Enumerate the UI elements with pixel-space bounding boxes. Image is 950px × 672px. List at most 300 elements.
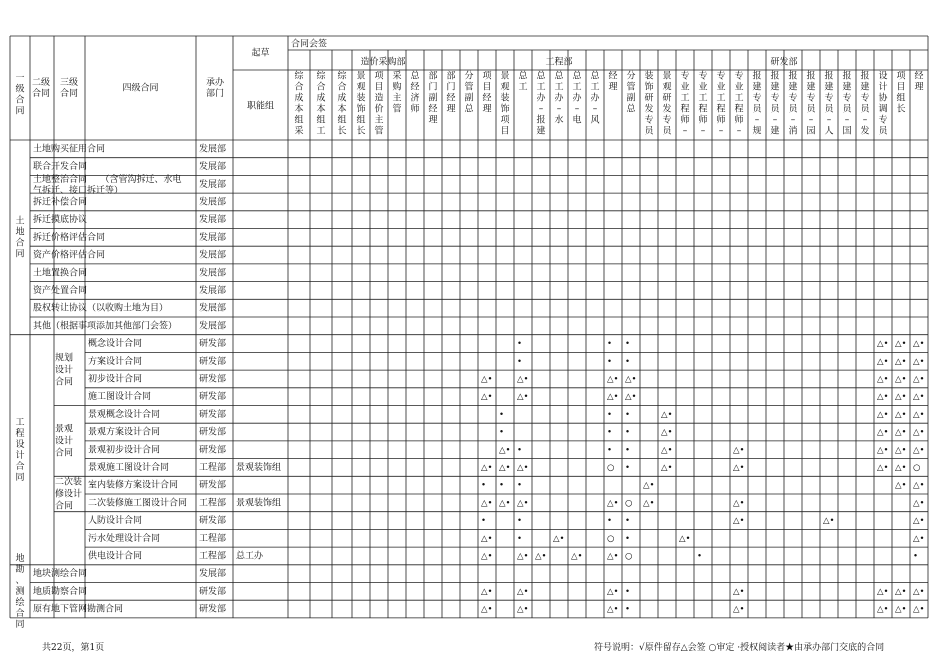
column-header-24: 师 — [734, 115, 744, 126]
contract-name: 景观初步设计合同 — [88, 445, 161, 456]
signoff-mark-c32: △• — [877, 604, 889, 615]
signoff-mark-c32: △• — [877, 586, 889, 597]
column-header-9: 管 — [464, 82, 474, 93]
column-header-21: 专 — [680, 71, 690, 82]
signoff-mark-c17: △• — [607, 392, 619, 403]
header-level4: 四级合同 — [122, 83, 159, 94]
column-header-7: 副 — [428, 93, 438, 104]
level1-label-2: 合 — [15, 608, 25, 619]
column-header-19: 专 — [644, 115, 654, 126]
contract-name: 概念设计合同 — [88, 339, 143, 350]
header-level2: 合同 — [32, 89, 51, 99]
signoff-mark-c18: • — [625, 409, 631, 420]
column-header-20: 观 — [662, 82, 672, 93]
symbol-legend: 符号说明：√原件留存△会签 ○审定 ·授权阅读者★由承办部门交底的合同 — [594, 643, 885, 653]
column-header-31: 专 — [860, 93, 870, 104]
signoff-mark-c19: △• — [643, 480, 655, 491]
column-header-25: – — [754, 115, 760, 126]
column-header-0: 综 — [294, 71, 304, 82]
column-header-32: 计 — [878, 82, 888, 93]
column-header-19: 发 — [644, 104, 654, 115]
contract-dept: 发展部 — [199, 162, 227, 173]
signoff-mark-c18: • — [625, 339, 631, 350]
column-header-31: 报 — [860, 71, 870, 82]
column-header-19: 员 — [644, 126, 654, 137]
column-header-4: 目 — [374, 82, 384, 93]
column-header-29: 员 — [824, 104, 834, 115]
column-header-8: 经 — [446, 93, 456, 104]
column-header-14: 水 — [554, 115, 564, 126]
contract-func-group: 总工办 — [236, 551, 264, 562]
signoff-mark-c17: △• — [607, 586, 619, 597]
column-header-11: 景 — [500, 71, 510, 82]
contract-name: 施工图设计合同 — [88, 392, 152, 403]
signoff-mark-c20: △• — [661, 427, 673, 438]
column-header-10: 理 — [482, 104, 492, 115]
contract-name: 原有地下管网勘测合同 — [33, 604, 124, 615]
signoff-mark-c12: △• — [517, 374, 529, 385]
signoff-mark-c33: △• — [895, 480, 907, 491]
column-header-11: 观 — [500, 82, 510, 93]
level1-label-2: 地 — [15, 553, 25, 564]
header-group-2: 研发部 — [770, 57, 798, 68]
column-header-6: 总 — [410, 71, 420, 82]
signoff-mark-c24: △• — [733, 445, 745, 456]
level1-label-2: 绘 — [15, 597, 25, 608]
header-level3: 合同 — [60, 89, 79, 99]
signoff-mark-c10: △• — [481, 533, 493, 544]
column-header-15: 工 — [572, 82, 582, 93]
column-header-17: 经 — [608, 71, 618, 82]
signoff-mark-c34: • — [913, 551, 919, 562]
column-header-29: 人 — [824, 126, 834, 137]
column-header-31: 员 — [860, 104, 870, 115]
column-header-25: 规 — [752, 126, 762, 137]
signoff-mark-c18: • — [625, 533, 631, 544]
signoff-mark-c33: △• — [895, 374, 907, 385]
column-header-14: – — [556, 104, 562, 115]
column-header-9: 总 — [464, 104, 474, 115]
column-header-11: 装 — [500, 93, 510, 104]
column-header-27: 报 — [788, 71, 798, 82]
contract-dept: 发展部 — [199, 569, 227, 580]
signoff-mark-c12: △• — [517, 498, 529, 509]
column-header-2: 成 — [337, 93, 347, 104]
column-header-6: 济 — [410, 93, 420, 104]
signoff-mark-c18: △• — [625, 392, 637, 403]
signoff-mark-c17: △• — [607, 604, 619, 615]
contract-dept: 发展部 — [199, 215, 227, 226]
signoff-mark-c34: △• — [913, 516, 925, 527]
contract-dept: 研发部 — [199, 409, 227, 420]
contract-name: 污水处理设计合同 — [88, 533, 161, 544]
column-header-1: 本 — [316, 104, 326, 115]
column-header-30: 专 — [842, 93, 852, 104]
signoff-mark-c12: • — [517, 516, 523, 527]
contract-name: 拆迁价格评估合同 — [33, 232, 106, 243]
signoff-mark-c32: △• — [877, 427, 889, 438]
signoff-mark-c12: • — [517, 445, 523, 456]
contract-name: 股权转让协议（以收购土地为目） — [33, 303, 169, 314]
column-header-16: 办 — [590, 93, 600, 104]
contract-name: 土地整治合同 （含管沟拆迁、水电 — [33, 174, 182, 185]
contract-name: 拆迁摸底协议 — [33, 215, 88, 226]
column-header-1: 组 — [316, 115, 326, 126]
signoff-mark-c17: △• — [607, 374, 619, 385]
column-header-7: 经 — [428, 104, 438, 115]
contract-dept: 研发部 — [199, 445, 227, 456]
header-level3: 三级 — [60, 78, 79, 88]
column-header-18: 管 — [626, 82, 636, 93]
signoff-mark-c32: △• — [877, 356, 889, 367]
signoff-mark-c11: △• — [499, 445, 511, 456]
column-header-24: 业 — [734, 82, 744, 93]
signoff-mark-c33: △• — [895, 409, 907, 420]
signoff-mark-c34: ○ — [913, 462, 921, 473]
level2-label-0: 规划 — [55, 353, 74, 364]
signoff-mark-c10: △• — [481, 374, 493, 385]
column-header-31: 建 — [860, 82, 870, 93]
column-header-27: 消 — [788, 126, 798, 137]
signoff-mark-c18: • — [625, 516, 631, 527]
contract-func-group: 景观装饰组 — [236, 462, 282, 473]
column-header-2: 合 — [337, 82, 347, 93]
column-header-27: 专 — [788, 93, 798, 104]
column-header-10: 项 — [482, 71, 492, 82]
column-header-4: 主 — [374, 115, 384, 126]
column-header-3: 观 — [356, 82, 366, 93]
column-header-1: 成 — [316, 93, 326, 104]
contract-name: 供电设计合同 — [88, 551, 143, 562]
column-header-14: 总 — [554, 71, 564, 82]
column-header-11: 饰 — [500, 104, 510, 115]
column-header-2: 长 — [337, 126, 347, 137]
signoff-mark-c33: △• — [895, 339, 907, 350]
level1-label-1: 程 — [15, 428, 25, 439]
column-header-13: 总 — [536, 71, 546, 82]
contract-dept: 发展部 — [199, 285, 227, 296]
level2-label-0: 设计 — [55, 365, 74, 376]
column-header-22: – — [700, 126, 706, 137]
column-header-32: 员 — [878, 126, 888, 137]
signoff-mark-c34: △• — [913, 427, 925, 438]
column-header-5: 采 — [392, 71, 402, 82]
column-header-32: 专 — [878, 115, 888, 126]
signoff-mark-c32: △• — [877, 374, 889, 385]
column-header-13: 报 — [536, 115, 546, 126]
signoff-mark-c11: △• — [499, 462, 511, 473]
signoff-mark-c33: △• — [895, 392, 907, 403]
column-header-24: – — [736, 126, 742, 137]
signoff-mark-c32: △• — [877, 462, 889, 473]
contract-name: 地质勘察合同 — [33, 586, 88, 597]
level1-label-1: 同 — [15, 472, 25, 483]
column-header-29: 专 — [824, 93, 834, 104]
contract-dept: 研发部 — [199, 480, 227, 491]
signoff-mark-c17: • — [607, 356, 613, 367]
signoff-mark-c33: △• — [895, 586, 907, 597]
level2-label-2: 二次装 — [55, 477, 83, 488]
column-header-18: 总 — [626, 104, 636, 115]
column-header-19: 研 — [644, 93, 654, 104]
column-header-30: 建 — [842, 82, 852, 93]
signoff-mark-c18: • — [625, 427, 631, 438]
column-header-19: 装 — [644, 71, 654, 82]
contract-name: 地块测绘合同 — [33, 569, 88, 580]
column-header-0: 成 — [294, 93, 304, 104]
header-level1: 同 — [15, 106, 25, 117]
signoff-mark-c17: △• — [607, 498, 619, 509]
column-header-30: 员 — [842, 104, 852, 115]
signoff-mark-c24: △• — [733, 604, 745, 615]
column-header-20: 研 — [662, 93, 672, 104]
column-header-19: 饰 — [644, 82, 654, 93]
column-header-23: – — [718, 126, 724, 137]
contract-name: 景观施工图设计合同 — [88, 462, 170, 473]
signoff-mark-c17: ○ — [607, 533, 615, 544]
contract-dept: 研发部 — [199, 427, 227, 438]
contract-dept: 研发部 — [199, 374, 227, 385]
level1-label-0: 土 — [15, 216, 25, 227]
column-header-11: 目 — [500, 126, 510, 137]
column-header-0: 组 — [294, 115, 304, 126]
header-group-1: 工程部 — [545, 57, 573, 68]
contract-name: 土地购买征用合同 — [33, 144, 106, 155]
column-header-30: 报 — [842, 71, 852, 82]
column-header-9: 副 — [464, 93, 474, 104]
contract-signoff-table — [10, 36, 940, 630]
signoff-mark-c12: △• — [517, 392, 529, 403]
level2-label-1: 合同 — [55, 448, 74, 459]
column-header-25: 员 — [752, 104, 762, 115]
signoff-mark-c12: • — [517, 356, 523, 367]
signoff-mark-c34: △• — [913, 409, 925, 420]
signoff-mark-c10: △• — [481, 498, 493, 509]
signoff-mark-c11: • — [499, 427, 505, 438]
contract-name: 景观概念设计合同 — [88, 409, 161, 420]
level1-label-1: 计 — [15, 450, 25, 461]
level1-label-2: 勘 — [15, 564, 25, 575]
column-header-22: 专 — [698, 71, 708, 82]
column-header-21: 工 — [680, 93, 690, 104]
signoff-mark-c24: △• — [733, 498, 745, 509]
contract-name: 资产处置合同 — [33, 285, 88, 296]
column-header-16: 风 — [590, 115, 600, 126]
contract-dept: 发展部 — [199, 144, 227, 155]
column-header-0: 本 — [294, 104, 304, 115]
contract-dept: 工程部 — [199, 551, 227, 562]
contract-dept: 发展部 — [199, 250, 227, 261]
signoff-mark-c18: • — [625, 462, 631, 473]
signoff-mark-c17: • — [607, 516, 613, 527]
signoff-mark-c20: △• — [661, 462, 673, 473]
column-header-21: 程 — [680, 104, 690, 115]
contract-name: 初步设计合同 — [88, 374, 143, 385]
column-header-3: 组 — [356, 115, 366, 126]
contract-dept: 研发部 — [199, 516, 227, 527]
contract-dept: 发展部 — [199, 321, 227, 332]
contract-dept: 发展部 — [199, 232, 227, 243]
contract-name: 资产价格评估合同 — [33, 250, 106, 261]
contract-dept: 研发部 — [199, 392, 227, 403]
signoff-mark-c11: • — [499, 409, 505, 420]
column-header-13: – — [538, 104, 544, 115]
column-header-22: 工 — [698, 93, 708, 104]
signoff-mark-c17: △• — [607, 551, 619, 562]
column-header-27: – — [790, 115, 796, 126]
level2-label-2: 合同 — [55, 501, 74, 512]
column-header-4: 造 — [374, 93, 384, 104]
level2-label-1: 设计 — [55, 436, 74, 447]
column-header-1: 综 — [316, 71, 326, 82]
signoff-mark-c32: △• — [877, 409, 889, 420]
header-level2: 二级 — [32, 78, 51, 88]
signoff-mark-c12: • — [517, 533, 523, 544]
header-group-0: 造价采购部 — [360, 57, 406, 68]
signoff-mark-c17: • — [607, 427, 613, 438]
header-dept: 部门 — [206, 89, 225, 99]
level1-label-1: 工 — [15, 417, 25, 428]
column-header-9: 分 — [464, 71, 474, 82]
contract-dept: 研发部 — [199, 586, 227, 597]
contract-name: 其他（根据事项添加其他部门会签） — [33, 321, 178, 332]
contract-name: 方案设计合同 — [88, 356, 143, 367]
contract-name: 景观方案设计合同 — [88, 427, 161, 438]
signoff-mark-c34: △• — [913, 533, 925, 544]
signoff-mark-c12: • — [517, 339, 523, 350]
column-header-22: 业 — [698, 82, 708, 93]
level1-label-1: 合 — [15, 461, 25, 472]
contract-name: 联合开发合同 — [33, 162, 88, 173]
column-header-1: 工 — [316, 126, 326, 137]
column-header-4: 管 — [374, 126, 384, 137]
signoff-mark-c10: △• — [481, 392, 493, 403]
contract-dept: 研发部 — [199, 339, 227, 350]
column-header-5: 管 — [392, 104, 402, 115]
signoff-mark-c18: • — [625, 586, 631, 597]
column-header-26: 专 — [770, 93, 780, 104]
signoff-mark-c11: △• — [499, 498, 511, 509]
signoff-mark-c34: △• — [913, 356, 925, 367]
signoff-mark-c34: △• — [913, 498, 925, 509]
signoff-mark-c10: △• — [481, 586, 493, 597]
column-header-23: 程 — [716, 104, 726, 115]
column-header-26: 建 — [770, 82, 780, 93]
column-header-3: 饰 — [356, 104, 366, 115]
contract-dept: 工程部 — [199, 498, 227, 509]
column-header-1: 合 — [316, 82, 326, 93]
signoff-mark-c18: △• — [625, 374, 637, 385]
column-header-32: 协 — [878, 93, 888, 104]
header-dept: 承办 — [206, 78, 225, 88]
column-header-2: 综 — [337, 71, 347, 82]
signoff-mark-c24: △• — [733, 516, 745, 527]
column-header-21: 师 — [680, 115, 690, 126]
column-header-10: 经 — [482, 93, 492, 104]
column-header-33: 项 — [896, 71, 906, 82]
signoff-mark-c15: △• — [571, 551, 583, 562]
contract-dept: 发展部 — [199, 179, 227, 190]
level2-label-1: 景观 — [55, 424, 74, 435]
column-header-12: 工 — [518, 82, 528, 93]
column-header-24: 程 — [734, 104, 744, 115]
column-header-25: 建 — [752, 82, 762, 93]
signoff-mark-c14: △• — [553, 533, 565, 544]
column-header-18: 副 — [626, 93, 636, 104]
column-header-3: 长 — [356, 126, 366, 137]
column-header-21: – — [682, 126, 688, 137]
contract-dept: 工程部 — [199, 533, 227, 544]
signoff-mark-c12: △• — [517, 604, 529, 615]
signoff-mark-c17: • — [607, 409, 613, 420]
signoff-mark-c24: △• — [733, 462, 745, 473]
column-header-26: 报 — [770, 71, 780, 82]
signoff-mark-c34: △• — [913, 445, 925, 456]
signoff-mark-c20: △• — [661, 409, 673, 420]
column-header-7: 部 — [428, 71, 438, 82]
signoff-mark-c34: △• — [913, 392, 925, 403]
signoff-mark-c10: △• — [481, 551, 493, 562]
signoff-mark-c17: • — [607, 339, 613, 350]
column-header-28: – — [808, 115, 814, 126]
signoff-mark-c32: △• — [877, 392, 889, 403]
column-header-28: 报 — [806, 71, 816, 82]
signoff-mark-c34: △• — [913, 480, 925, 491]
contract-name: 二次装修施工图设计合同 — [88, 498, 188, 509]
page-counter: 共22页，第1页 — [42, 643, 105, 653]
contract-dept: 发展部 — [199, 303, 227, 314]
column-header-29: – — [826, 115, 832, 126]
column-header-20: 景 — [662, 71, 672, 82]
signoff-mark-c29: △• — [823, 516, 835, 527]
signoff-mark-c33: △• — [895, 427, 907, 438]
signoff-mark-c12: • — [517, 480, 523, 491]
column-header-0: 采 — [294, 126, 304, 137]
contract-dept: 发展部 — [199, 268, 227, 279]
column-header-30: 国 — [842, 126, 852, 137]
column-header-23: 师 — [716, 115, 726, 126]
column-header-16: 总 — [590, 71, 600, 82]
column-header-8: 部 — [446, 71, 456, 82]
column-header-26: 员 — [770, 104, 780, 115]
column-header-26: – — [772, 115, 778, 126]
column-header-22: 程 — [698, 104, 708, 115]
signoff-mark-c11: • — [499, 480, 505, 491]
column-header-28: 建 — [806, 82, 816, 93]
column-header-18: 分 — [626, 71, 636, 82]
signoff-mark-c33: △• — [895, 356, 907, 367]
signoff-mark-c24: △• — [733, 586, 745, 597]
column-header-34: 经 — [914, 71, 924, 82]
signoff-mark-c34: △• — [913, 374, 925, 385]
column-header-31: 发 — [860, 126, 870, 137]
column-header-3: 景 — [356, 71, 366, 82]
signoff-mark-c17: ○ — [607, 462, 615, 473]
column-header-25: 专 — [752, 93, 762, 104]
column-header-32: 调 — [878, 104, 888, 115]
column-header-23: 专 — [716, 71, 726, 82]
column-header-2: 组 — [337, 115, 347, 126]
column-header-15: 总 — [572, 71, 582, 82]
column-header-21: 业 — [680, 82, 690, 93]
contract-name: 拆迁补偿合同 — [33, 197, 88, 208]
column-header-23: 工 — [716, 93, 726, 104]
signoff-mark-c18: • — [625, 356, 631, 367]
contract-dept: 工程部 — [199, 462, 227, 473]
level2-label-2: 修设计 — [55, 489, 83, 500]
contract-dept: 研发部 — [199, 604, 227, 615]
column-header-24: 工 — [734, 93, 744, 104]
